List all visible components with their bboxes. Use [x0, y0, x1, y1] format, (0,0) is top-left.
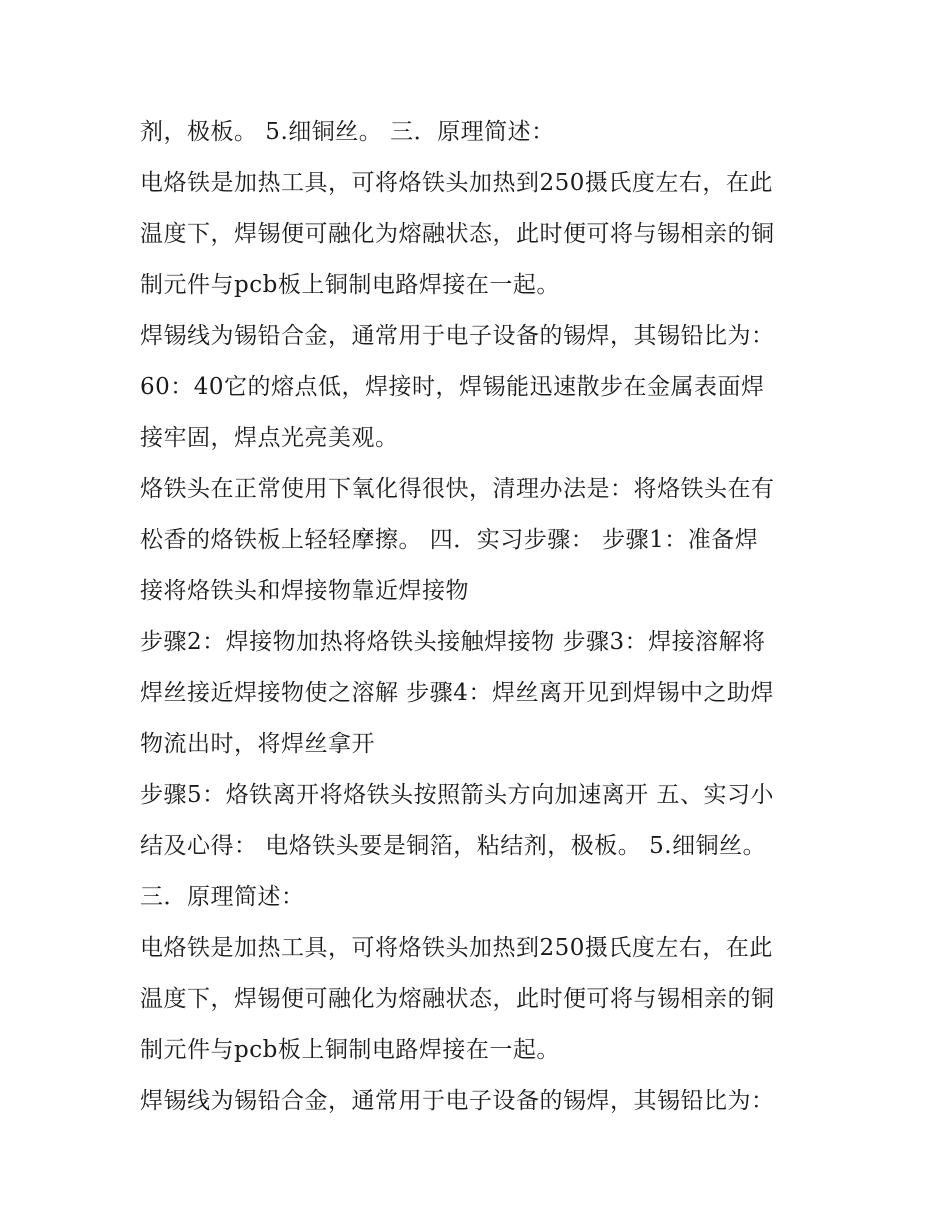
document-page [140, 107, 830, 1127]
text-line: 焊丝接近焊接物使之溶解 步骤4：焊丝离开见到焊锡中之助焊 [140, 680, 774, 706]
text-line: 接将烙铁头和焊接物靠近焊接物 [140, 578, 469, 604]
text-line: 剂，极板。 5.细铜丝。 三．原理简述： [140, 119, 555, 145]
text-line: 焊锡线为锡铅合金，通常用于电子设备的锡焊，其锡铅比为： [140, 323, 775, 349]
text-line: 制元件与pcb板上铜制电路焊接在一起。 [140, 1037, 560, 1063]
text-line: 制元件与pcb板上铜制电路焊接在一起。 [140, 272, 560, 298]
text-line: 焊锡线为锡铅合金，通常用于电子设备的锡焊，其锡铅比为： [140, 1088, 775, 1114]
text-line: 接牢固，焊点光亮美观。 [140, 425, 399, 451]
text-line: 60：40它的熔点低，焊接时，焊锡能迅速散步在金属表面焊 [140, 374, 765, 400]
text-line: 电烙铁是加热工具，可将烙铁头加热到250摄氏度左右，在此 [140, 170, 773, 196]
text-line: 结及心得： 电烙铁头要是铜箔，粘结剂，极板。 5.细铜丝。 [140, 833, 767, 859]
text-line: 电烙铁是加热工具，可将烙铁头加热到250摄氏度左右，在此 [140, 935, 773, 961]
text-line: 温度下，焊锡便可融化为熔融状态，此时便可将与锡相亲的铜 [140, 986, 775, 1012]
text-line: 步骤5：烙铁离开将烙铁头按照箭头方向加速离开 五、实习小 [140, 782, 774, 808]
text-line: 三．原理简述： [140, 884, 305, 910]
text-line: 步骤2：焊接物加热将烙铁头接触焊接物 步骤3：焊接溶解将 [140, 629, 766, 655]
text-line: 烙铁头在正常使用下氧化得很快，清理办法是：将烙铁头在有 [140, 476, 775, 502]
text-line: 温度下，焊锡便可融化为熔融状态，此时便可将与锡相亲的铜 [140, 221, 775, 247]
text-line: 物流出时，将焊丝拿开 [140, 731, 375, 757]
text-line: 松香的烙铁板上轻轻摩擦。 四．实习步骤： 步骤1：准备焊 [140, 527, 759, 553]
